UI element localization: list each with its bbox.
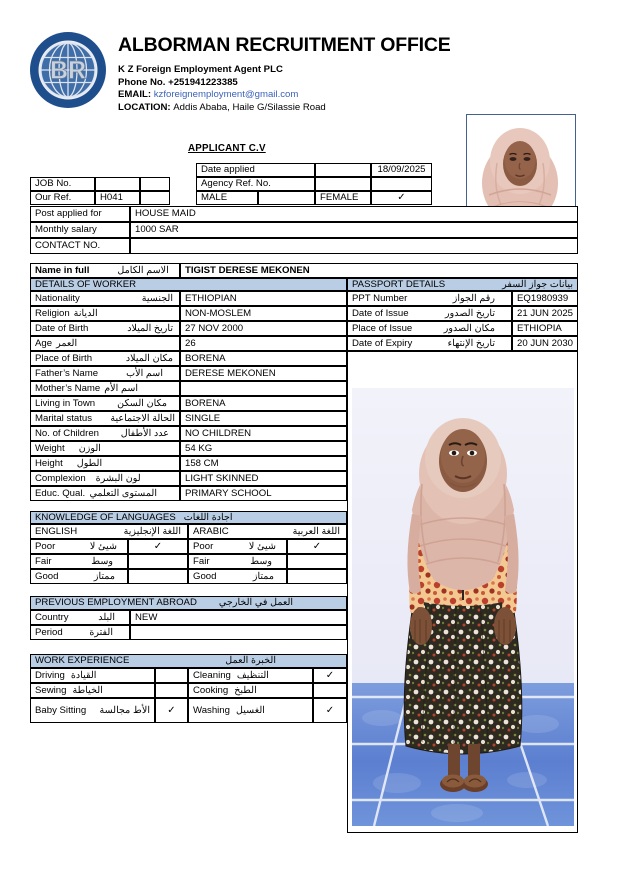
english-level-label xyxy=(30,539,128,554)
english-level-label xyxy=(30,569,128,584)
passport-row-label xyxy=(347,336,512,351)
passport-details-title-en: PASSPORT DETAILS xyxy=(352,278,446,290)
worker-row-value[interactable]: SINGLE xyxy=(180,411,347,426)
post-applied-label: Post applied for xyxy=(30,206,130,222)
worker-row-label xyxy=(30,456,180,471)
worker-label-ar: تاريخ الميلاد xyxy=(127,322,173,334)
worker-row-value[interactable] xyxy=(180,381,347,396)
work-exp-right-label xyxy=(188,683,313,698)
female-checkbox[interactable]: ✓ xyxy=(371,191,432,205)
passport-label-en: PPT Number xyxy=(352,292,408,304)
worker-row-value[interactable]: PRIMARY SCHOOL xyxy=(180,486,347,501)
date-applied-mid xyxy=(315,163,371,177)
worker-row-value[interactable]: ETHIOPIAN xyxy=(180,291,347,306)
work-label-ar: الغسيل xyxy=(235,704,265,716)
worker-row-value[interactable]: BORENA xyxy=(180,396,347,411)
level-label-en: Good xyxy=(193,570,217,582)
level-label-en: Fair xyxy=(193,555,210,567)
worker-label-en: Complexion xyxy=(35,472,86,484)
contact-no-label: CONTACT NO. xyxy=(30,238,130,254)
worker-row-value[interactable]: NO CHILDREN xyxy=(180,426,347,441)
worker-label-en: Living in Town xyxy=(35,397,96,409)
passport-row-value[interactable]: EQ1980939 xyxy=(512,291,578,306)
name-in-full-value[interactable]: TIGIST DERESE MEKONEN xyxy=(180,263,578,278)
monthly-salary-label: Monthly salary xyxy=(30,222,130,238)
work-exp-right-checkbox[interactable] xyxy=(313,683,347,698)
worker-row-value[interactable]: 158 CM xyxy=(180,456,347,471)
passport-row-label xyxy=(347,321,512,336)
english-level-checkbox[interactable] xyxy=(128,554,188,569)
worker-label-ar: الجنسية xyxy=(141,292,173,304)
name-in-full-label xyxy=(30,263,180,278)
worker-label-en: Place of Birth xyxy=(35,352,93,364)
worker-label-ar: الوزن xyxy=(78,442,101,454)
level-label-ar: وسط xyxy=(250,555,272,567)
english-level-label xyxy=(30,554,128,569)
arabic-label-en: ARABIC xyxy=(193,525,229,537)
level-label-ar: ممتاز xyxy=(252,570,274,582)
passport-row-value[interactable]: 21 JUN 2025 xyxy=(512,306,578,321)
prev-emp-row-label xyxy=(30,610,130,625)
work-label-ar: الأط مجالسة xyxy=(99,704,150,716)
worker-row-label xyxy=(30,486,180,501)
worker-row-label xyxy=(30,441,180,456)
worker-label-ar: الحالة الاجتماعية xyxy=(110,412,175,424)
phone-value: +251941223385 xyxy=(168,76,238,88)
full-body-photo xyxy=(352,388,574,826)
job-no-label: JOB No. xyxy=(30,177,95,191)
work-exp-right-label xyxy=(188,698,313,723)
worker-row-label xyxy=(30,471,180,486)
work-label-en: Driving xyxy=(35,669,65,681)
level-label-en: Good xyxy=(35,570,59,582)
prev-emp-row-value[interactable] xyxy=(130,625,347,640)
work-experience-header xyxy=(30,654,347,668)
worker-label-ar: مكان السكن xyxy=(117,397,167,409)
agent-line: K Z Foreign Employment Agent PLC xyxy=(118,64,283,75)
english-level-checkbox[interactable]: ✓ xyxy=(128,539,188,554)
passport-details-title-ar: بيانات جواز السفر xyxy=(502,278,573,290)
work-label-en: Washing xyxy=(193,704,230,716)
details-of-worker-header: DETAILS OF WORKER xyxy=(30,278,347,291)
company-contact-block xyxy=(118,64,326,114)
worker-label-en: Marital status xyxy=(35,412,93,424)
worker-label-ar: المستوى التعلمي xyxy=(89,487,157,499)
prev-emp-row-label xyxy=(30,625,130,640)
phone-label: Phone No. xyxy=(118,76,166,88)
passport-row-label xyxy=(347,306,512,321)
languages-title-en: KNOWLEDGE OF LANGUAGES xyxy=(35,511,176,523)
worker-row-label xyxy=(30,381,180,396)
prev-emp-label-en: Country xyxy=(35,611,69,623)
worker-label-en: Date of Birth xyxy=(35,322,89,334)
work-exp-right-checkbox[interactable]: ✓ xyxy=(313,698,347,723)
worker-label-ar: العمر xyxy=(56,337,78,349)
work-exp-right-checkbox[interactable]: ✓ xyxy=(313,668,347,683)
passport-row-label xyxy=(347,291,512,306)
svg-text:BR: BR xyxy=(49,56,87,85)
passport-label-en: Date of Issue xyxy=(352,307,409,319)
arabic-level-checkbox[interactable]: ✓ xyxy=(287,539,347,554)
prev-emp-row-value[interactable]: NEW xyxy=(130,610,347,625)
company-name: ALBORMAN RECRUITMENT OFFICE xyxy=(118,34,451,56)
work-label-ar: التنظيف xyxy=(236,669,269,681)
passport-label-ar: تاريخ الصدور xyxy=(445,307,495,319)
male-label: MALE xyxy=(196,191,258,205)
work-exp-left-label xyxy=(30,668,155,683)
email-row xyxy=(118,89,326,102)
arabic-label-ar: اللغة العربية xyxy=(292,525,340,537)
location-row xyxy=(118,102,326,115)
worker-label-ar: الديانة xyxy=(73,307,98,319)
agency-ref-value[interactable] xyxy=(371,177,432,191)
english-level-checkbox[interactable] xyxy=(128,569,188,584)
worker-label-en: Nationality xyxy=(35,292,80,304)
level-label-en: Poor xyxy=(193,540,214,552)
worker-row-value[interactable]: 26 xyxy=(180,336,347,351)
letterhead xyxy=(24,26,484,118)
passport-label-en: Place of Issue xyxy=(352,322,413,334)
arabic-level-label xyxy=(188,539,287,554)
phone-row xyxy=(118,77,326,90)
level-label-ar: ممتاز xyxy=(93,570,115,582)
worker-row-value[interactable]: 27 NOV 2000 xyxy=(180,321,347,336)
english-label-en: ENGLISH xyxy=(35,525,78,537)
languages-header xyxy=(30,511,347,524)
work-exp-left-label xyxy=(30,683,155,698)
worker-row-label xyxy=(30,321,180,336)
worker-label-ar: الطول xyxy=(76,457,103,469)
worker-row-value[interactable]: BORENA xyxy=(180,351,347,366)
level-label-ar: شيئ لا xyxy=(248,540,276,552)
monthly-salary-value[interactable]: 1000 SAR xyxy=(130,222,578,238)
passport-details-header xyxy=(347,278,578,291)
worker-row-label xyxy=(30,426,180,441)
worker-label-ar: لون البشرة xyxy=(95,472,141,484)
work-exp-title-en: WORK EXPERIENCE xyxy=(35,655,130,667)
worker-row-label xyxy=(30,396,180,411)
work-exp-right-label xyxy=(188,668,313,683)
location-label: LOCATION: xyxy=(118,101,171,113)
prev-emp-label-en: Period xyxy=(35,626,63,638)
work-label-en: Cooking xyxy=(193,684,229,696)
worker-row-label xyxy=(30,291,180,306)
level-label-en: Poor xyxy=(35,540,56,552)
work-label-en: Sewing xyxy=(35,684,67,696)
worker-label-en: Educ. Qual. xyxy=(35,487,86,499)
work-exp-left-checkbox[interactable] xyxy=(155,683,188,698)
job-no-spacer xyxy=(140,177,170,191)
english-label-ar: اللغة الإنجليزية xyxy=(123,525,181,537)
arabic-level-checkbox[interactable] xyxy=(287,569,347,584)
worker-row-label xyxy=(30,411,180,426)
name-in-full-label-en: Name in full xyxy=(35,264,90,276)
worker-row-label xyxy=(30,351,180,366)
work-label-en: Baby Sitting xyxy=(35,704,87,716)
level-label-ar: شيئ لا xyxy=(89,540,117,552)
worker-label-ar: اسم الأب xyxy=(126,367,163,379)
worker-row-value[interactable]: LIGHT SKINNED xyxy=(180,471,347,486)
worker-label-en: No. of Children xyxy=(35,427,99,439)
location-value: Addis Ababa, Haile G/Silassie Road xyxy=(173,101,326,113)
work-label-ar: القيادة xyxy=(70,669,97,681)
passport-label-en: Date of Expiry xyxy=(352,337,413,349)
worker-row-value[interactable]: 54 KG xyxy=(180,441,347,456)
email-value[interactable]: kzforeignemployment@gmail.com xyxy=(153,89,299,100)
worker-label-en: Age xyxy=(35,337,53,349)
arabic-language-header xyxy=(188,524,347,539)
agency-ref-label: Agency Ref. No. xyxy=(196,177,315,191)
work-exp-left-label xyxy=(30,698,155,723)
passport-label-ar: تاريخ الإنتهاء xyxy=(447,337,495,349)
prev-emp-label-ar: البلد xyxy=(98,611,115,623)
work-label-ar: الطبخ xyxy=(234,684,257,696)
contact-no-value[interactable] xyxy=(130,238,578,254)
arabic-level-label xyxy=(188,554,287,569)
worker-row-value[interactable]: NON-MOSLEM xyxy=(180,306,347,321)
page-title: APPLICANT C.V xyxy=(188,143,266,154)
arabic-level-label xyxy=(188,569,287,584)
our-ref-spacer xyxy=(140,191,170,205)
work-exp-left-checkbox[interactable] xyxy=(155,668,188,683)
prev-emp-label-ar: الفترة xyxy=(89,626,113,638)
level-label-ar: وسط xyxy=(91,555,113,567)
worker-row-label xyxy=(30,366,180,381)
our-ref-value[interactable]: H041 xyxy=(95,191,140,205)
agency-ref-mid xyxy=(315,177,371,191)
passport-label-ar: رقم الجواز xyxy=(452,292,495,304)
prev-emp-title-en: PREVIOUS EMPLOYMENT ABROAD xyxy=(35,597,197,609)
passport-row-value[interactable]: ETHIOPIA xyxy=(512,321,578,336)
worker-label-en: Mother’s Name xyxy=(35,382,101,394)
name-in-full-label-ar: الاسم الكامل xyxy=(117,264,169,276)
worker-row-label xyxy=(30,306,180,321)
previous-employment-header xyxy=(30,596,347,610)
languages-title-ar: اجادة اللغات xyxy=(183,511,233,523)
female-label: FEMALE xyxy=(315,191,371,205)
worker-label-en: Father’s Name xyxy=(35,367,99,379)
post-applied-value[interactable]: HOUSE MAID xyxy=(130,206,578,222)
worker-row-label xyxy=(30,336,180,351)
level-label-en: Fair xyxy=(35,555,52,567)
worker-label-en: Height xyxy=(35,457,63,469)
job-no-value[interactable] xyxy=(95,177,140,191)
male-checkbox[interactable] xyxy=(258,191,315,205)
work-exp-title-ar: الخبرة العمل xyxy=(225,655,276,667)
work-exp-left-checkbox[interactable]: ✓ xyxy=(155,698,188,723)
passport-label-ar: مكان الصدور xyxy=(443,322,495,334)
passport-row-value[interactable]: 20 JUN 2030 xyxy=(512,336,578,351)
work-label-en: Cleaning xyxy=(193,669,231,681)
worker-label-ar: اسم الأم xyxy=(104,382,139,394)
worker-label-en: Weight xyxy=(35,442,65,454)
date-applied-label: Date applied xyxy=(196,163,315,177)
arabic-level-checkbox[interactable] xyxy=(287,554,347,569)
worker-label-ar: عدد الأطفال xyxy=(120,427,169,439)
worker-label-en: Religion xyxy=(35,307,70,319)
work-label-ar: الخياطة xyxy=(72,684,103,696)
company-logo-icon xyxy=(28,30,108,110)
worker-label-ar: مكان الميلاد xyxy=(125,352,173,364)
our-ref-label: Our Ref. xyxy=(30,191,95,205)
worker-row-value[interactable]: DERESE MEKONEN xyxy=(180,366,347,381)
date-applied-value[interactable]: 18/09/2025 xyxy=(371,163,432,177)
prev-emp-title-ar: العمل في الخارجي xyxy=(218,597,294,609)
english-language-header xyxy=(30,524,188,539)
email-label: EMAIL: xyxy=(118,89,152,100)
